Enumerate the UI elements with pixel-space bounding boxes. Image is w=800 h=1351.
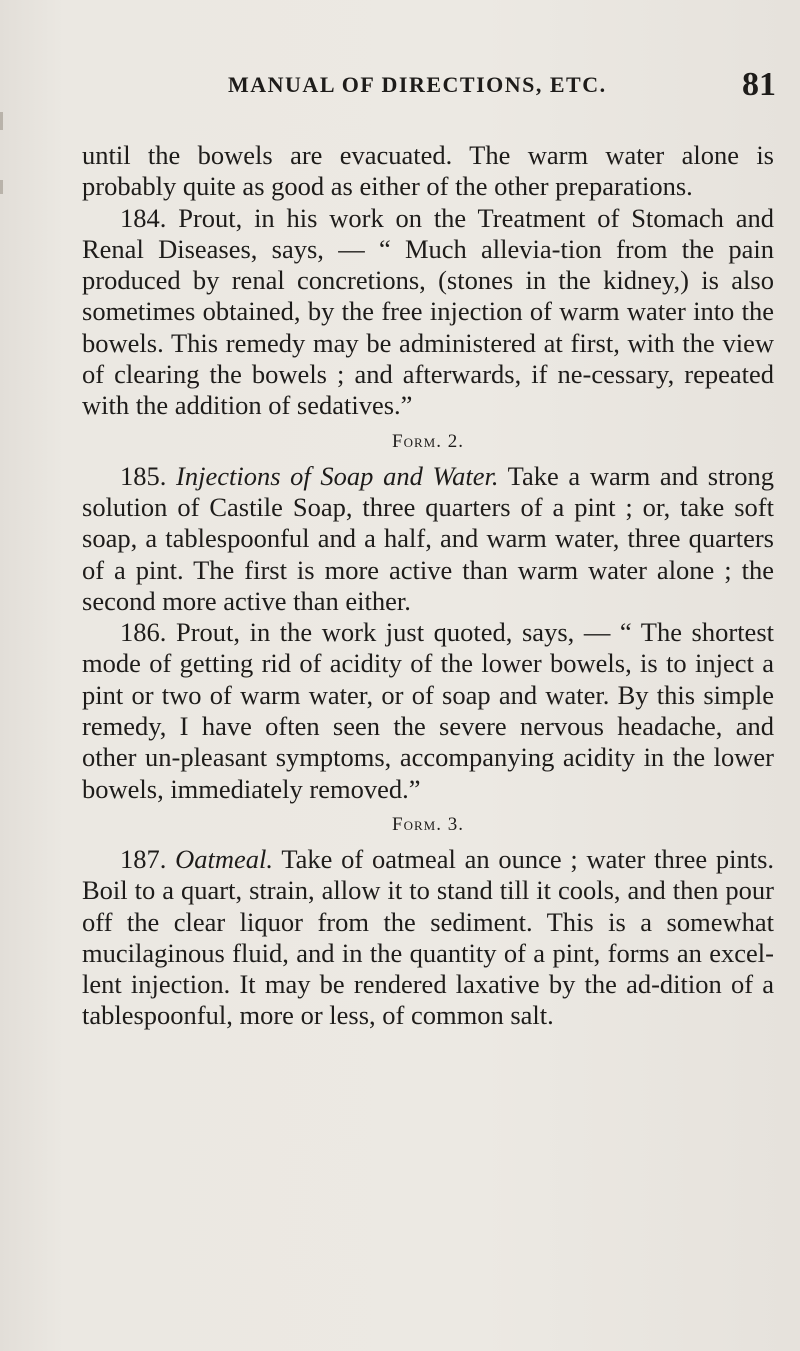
paragraph-title: Injections of Soap and Water. (176, 460, 499, 491)
paragraph-number: 186. (120, 617, 167, 648)
paragraph-186 (82, 617, 774, 805)
paragraph-187 (82, 844, 774, 1032)
paragraph-continuation: until the bowels are evacuated. The warm water alone is probably quite as good as either of the other preparations. (82, 140, 774, 202)
paragraph-number: 187. (120, 843, 167, 874)
paragraph-number: 184. (120, 202, 167, 233)
paragraph-text: Take a warm and strong solution of Castile Soap, three quarters of a pint ; or, take soft soap, a tablespoonful and a half, and warm water, three quarters of a pint. The first is more active than warm water alone ; the second more active than either. (82, 460, 774, 616)
paragraph-title: Oatmeal. (175, 843, 274, 874)
page-header (228, 66, 776, 106)
paragraph-184 (82, 203, 774, 422)
page-number: 81 (742, 66, 776, 103)
page-edge-mark (0, 180, 3, 194)
paragraph-number: 185. (120, 460, 167, 491)
paragraph-text: Prout, in his work on the Treatment of Stomach and Renal Diseases, says, — “ Much allevia-tion from the pain produced by renal concretions, (stones in the kidney,) is also sometimes obtained, by the free injection of warm water into the bowels. This remedy may be administered at first, with the view of clearing the bowels ; and afterwards, if ne-cessary, repeated with the addition of sedatives.” (82, 202, 775, 421)
running-head: MANUAL OF DIRECTIONS, ETC. (228, 72, 607, 97)
paragraph-text: Take of oatmeal an ounce ; water three pints. Boil to a quart, strain, allow it to stand till it cools, and then pour off the clear liquor from the sediment. This is a somewhat mucilaginous fluid, and in the quantity of a pint, forms an excel-lent injection. It may be rendered laxative by the ad-dition of a tablespoonful, more or less, of common salt. (82, 843, 775, 1031)
page-edge-mark (0, 112, 3, 130)
paragraph-text: Prout, in the work just quoted, says, — “ The shortest mode of getting rid of acidity of the lower bowels, is to inject a pint or two of warm water, or of soap and water. By this simple remedy, I have often seen the severe nervous headache, and other un-pleasant symptoms, accompanying acidity in the lower bowels, immediately removed.” (82, 617, 774, 804)
paragraph-185 (82, 461, 774, 617)
form-heading-2: Form. 2. (392, 430, 464, 452)
body-text (82, 140, 774, 1032)
form-heading-3: Form. 3. (392, 813, 464, 835)
